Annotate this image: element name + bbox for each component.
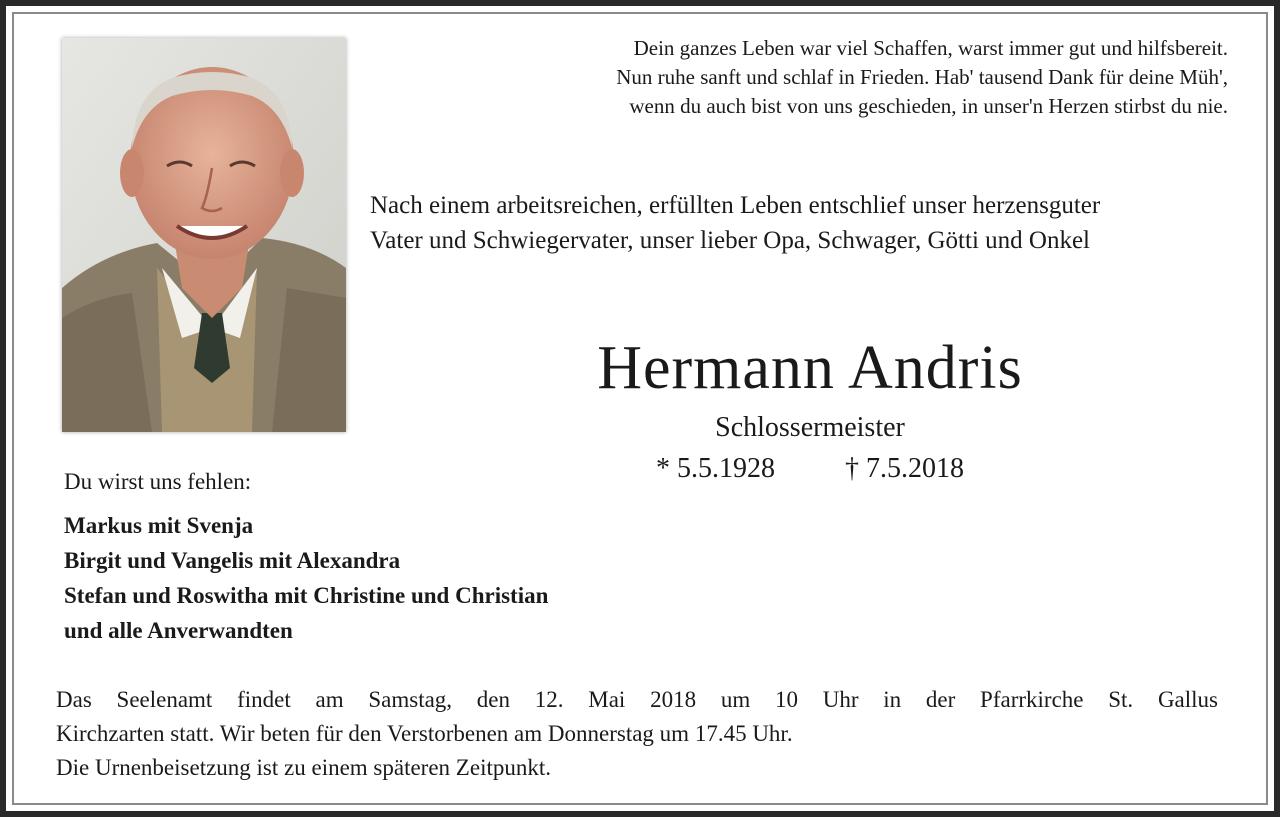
mourner-entry: Markus mit Svenja: [64, 513, 254, 538]
poem-line: wenn du auch bist von uns geschieden, in unser'n Herzen stirbst du nie.: [629, 94, 1228, 118]
mourners-label: Du wirst uns fehlen:: [64, 469, 252, 494]
intro-line: Vater und Schwiegervater, unser lieber Opa, Schwager, Götti und Onkel: [370, 227, 1090, 254]
death-date: † 7.5.2018: [845, 453, 964, 484]
mourner-entry: Birgit und Vangelis mit Alexandra: [64, 548, 401, 573]
portrait-illustration: [62, 38, 346, 432]
life-dates: [370, 450, 1250, 488]
service-line: Das Seelenamt findet am Samstag, den 12. Mai 2018 um 10 Uhr in der Pfarrkirche St. Gallus: [56, 687, 1218, 712]
deceased-name: Hermann Andris: [597, 334, 1023, 402]
service-notice: [56, 683, 1218, 785]
portrait-photo: [62, 38, 346, 432]
poem-line: Nun ruhe sanft und schlaf in Frieden. Hab' tausend Dank für deine Müh',: [616, 65, 1228, 89]
service-line: Kirchzarten statt. Wir beten für den Verstorbenen am Donnerstag um 17.45 Uhr.: [56, 721, 793, 746]
service-line: Die Urnenbeisetzung ist zu einem späteren Zeitpunkt.: [56, 755, 551, 780]
mourner-entry: und alle Anverwandten: [64, 618, 293, 643]
birth-date: * 5.5.1928: [656, 453, 775, 484]
intro-text: [370, 188, 1240, 258]
mourner-entry: Stefan und Roswitha mit Christine und Christian: [64, 583, 549, 608]
deceased-profession: Schlossermeister: [715, 412, 905, 443]
mourners-list: [64, 508, 548, 648]
poem-line: Dein ganzes Leben war viel Schaffen, warst immer gut und hilfsbereit.: [633, 36, 1228, 60]
poem-verse: [408, 34, 1228, 121]
intro-line: Nach einem arbeitsreichen, erfüllten Leben entschlief unser herzensguter: [370, 192, 1101, 219]
